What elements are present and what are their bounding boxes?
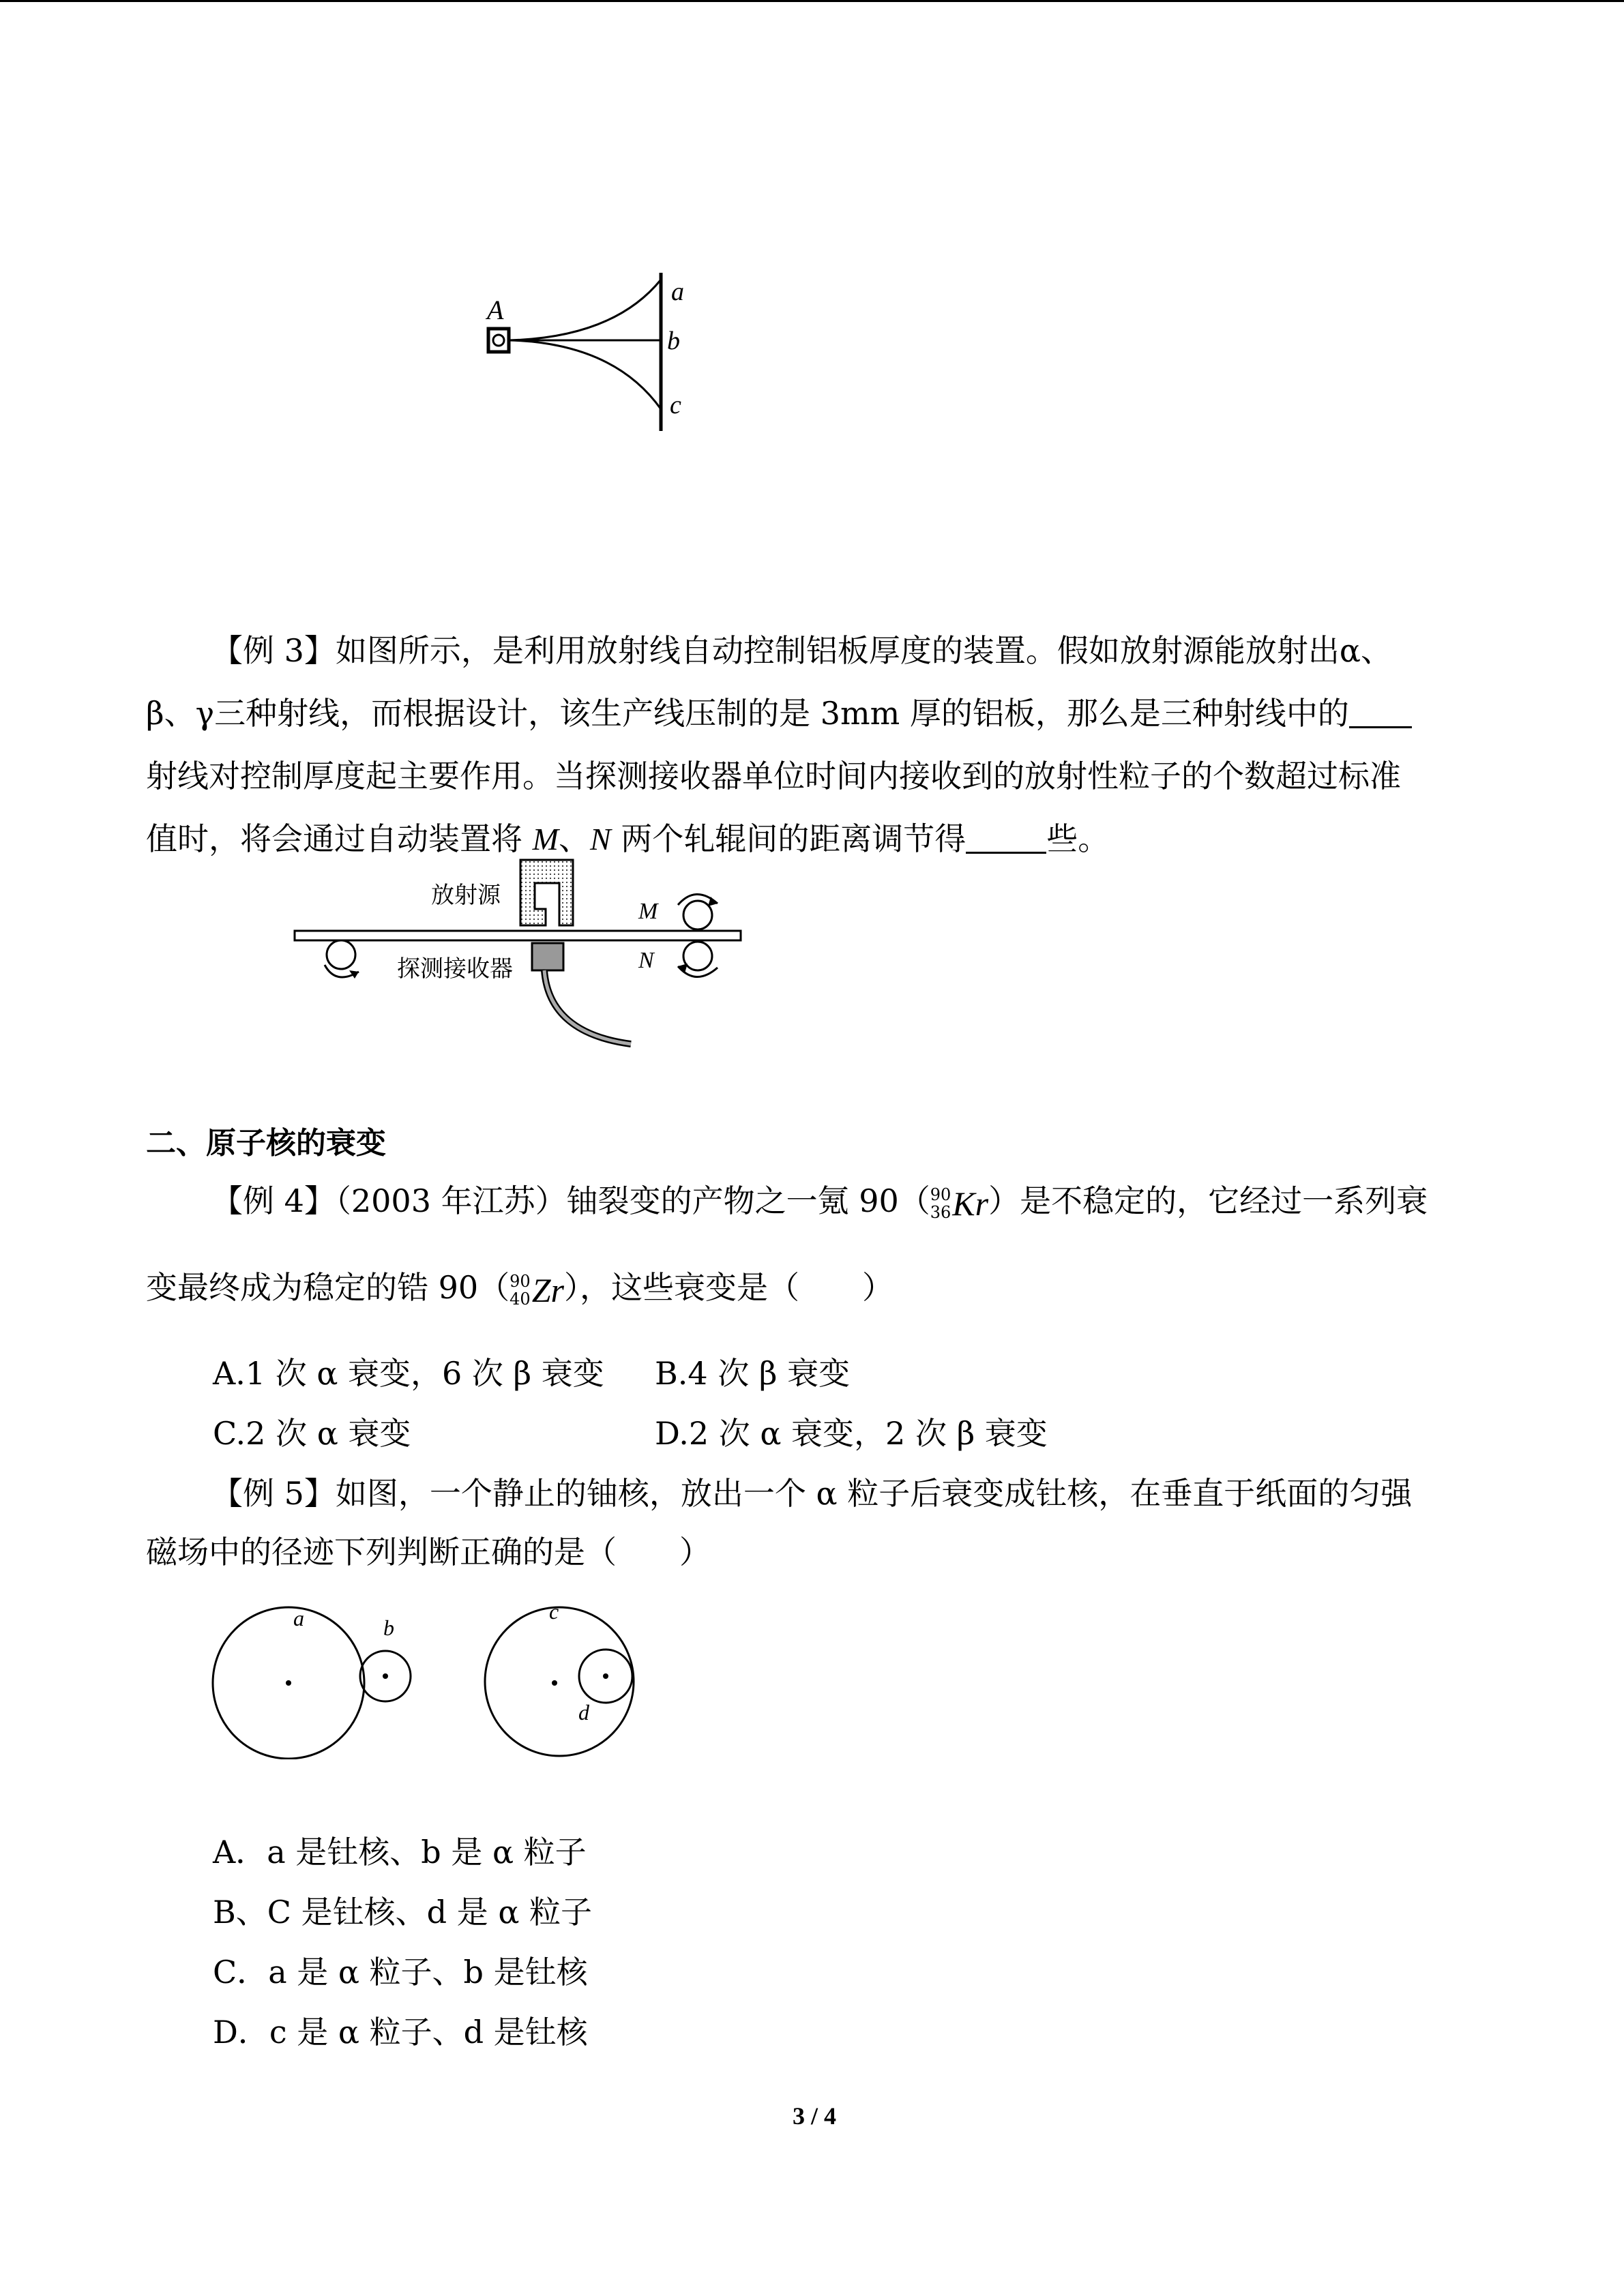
ex5-line2: 磁场中的径迹下列判断正确的是（ ） [146, 1534, 711, 1570]
label-detector: 探测接收器 [397, 955, 513, 983]
section-heading: 二、原子核的衰变 [146, 1126, 386, 1161]
ex3-line1: 【例 3】如图所示，是利用放射线自动控制铝板厚度的装置。假如放射源能放射出α、 [211, 632, 1392, 669]
figure-radiation-deflection [471, 273, 703, 443]
ex3-line2 [146, 682, 1412, 745]
ex5-line1: 【例 5】如图，一个静止的铀核，放出一个 α 粒子后衰变成钍核，在垂直于纸面的匀强 [211, 1475, 1413, 1512]
center-dot-d [603, 1673, 608, 1679]
zr-mass: 90 [510, 1272, 531, 1291]
ex4-option-a[interactable]: A.1 次 α 衰变，6 次 β 衰变 [213, 1355, 604, 1392]
roller-m [683, 901, 712, 929]
track-circle-c [485, 1607, 634, 1756]
ex5-option-a[interactable]: A．a 是钍核、b 是 α 粒子 [213, 1834, 587, 1870]
page-top-border [0, 0, 1624, 2]
nuclide-zr [510, 1270, 564, 1310]
label-track-c: c [549, 1599, 559, 1624]
answer-blank-1[interactable] [1349, 695, 1412, 728]
ex4-line2-b: ），这些衰变是（ ） [563, 1269, 894, 1306]
ex3-line3: 射线对控制厚度起主要作用。当探测接收器单位时间内接收到的放射性粒子的个数超过标准 [146, 758, 1401, 794]
label-track-b: b [383, 1615, 394, 1640]
zr-atomic: 40 [510, 1289, 531, 1309]
figure-thickness-control [286, 856, 750, 1054]
kr-atomic: 36 [930, 1203, 951, 1222]
source-container [520, 860, 573, 925]
ex3-M: M [532, 822, 559, 856]
ex3-N: N [589, 822, 611, 856]
nuclide-kr [930, 1184, 988, 1223]
label-roller-n: N [638, 948, 654, 973]
ex4-line2 [146, 1263, 894, 1310]
ex5-option-c[interactable]: C．a 是 α 粒子、b 是钍核 [213, 1954, 588, 1991]
track-c [509, 340, 661, 409]
center-dot-c [552, 1680, 557, 1686]
page-number: 3 / 4 [793, 2102, 837, 2130]
label-track-d: d [578, 1700, 589, 1725]
label-b: b [667, 327, 680, 355]
ex4-line1-b: ）是不稳定的，它经过一系列衰 [988, 1182, 1428, 1219]
ex3-line4-a: 值时，将会通过自动装置将 [146, 820, 533, 857]
ex3-line4-c: 两个轧辊间的距离调节得 [610, 820, 966, 857]
figure-decay-tracks [205, 1596, 641, 1759]
label-radiation-source: 放射源 [431, 882, 501, 909]
center-dot-a [286, 1680, 291, 1686]
left-roller [327, 940, 355, 969]
label-c: c [670, 391, 681, 419]
aluminum-plate [295, 931, 741, 940]
center-dot-b [383, 1673, 388, 1679]
ex3-line4-d: 些。 [1046, 820, 1110, 857]
kr-symbol: Kr [952, 1184, 989, 1223]
ex5-option-d[interactable]: D．c 是 α 粒子、d 是钍核 [213, 2014, 588, 2051]
ex4-option-b[interactable]: B.4 次 β 衰变 [655, 1355, 851, 1392]
source-dot [493, 335, 504, 346]
ex4-option-d[interactable]: D.2 次 α 衰变，2 次 β 衰变 [655, 1415, 1048, 1452]
ex5-option-b[interactable]: B、C 是钍核、d 是 α 粒子 [213, 1894, 592, 1930]
kr-mass: 90 [930, 1185, 951, 1204]
label-roller-m: M [638, 899, 658, 924]
ex4-line1 [211, 1176, 1428, 1223]
ex3-line4-b: 、 [558, 820, 590, 857]
label-a: a [671, 278, 684, 306]
ex3-line2-text: β、γ三种射线，而根据设计，该生产线压制的是 3mm 厚的铝板，那么是三种射线中的 [146, 695, 1349, 732]
ex4-line2-a: 变最终成为稳定的锆 90（ [146, 1269, 510, 1306]
answer-blank-2[interactable] [966, 820, 1046, 854]
detector-box [532, 943, 563, 970]
label-track-a: a [293, 1606, 304, 1630]
track-a [509, 280, 661, 340]
zr-symbol: Zr [531, 1271, 564, 1309]
roller-n [683, 942, 712, 970]
ex4-line1-a: 【例 4】（2003 年江苏）铀裂变的产物之一氪 90（ [211, 1182, 930, 1219]
label-source-a: A [487, 295, 504, 325]
ex4-option-c[interactable]: C.2 次 α 衰变 [213, 1415, 411, 1452]
example-3 [146, 619, 1483, 871]
